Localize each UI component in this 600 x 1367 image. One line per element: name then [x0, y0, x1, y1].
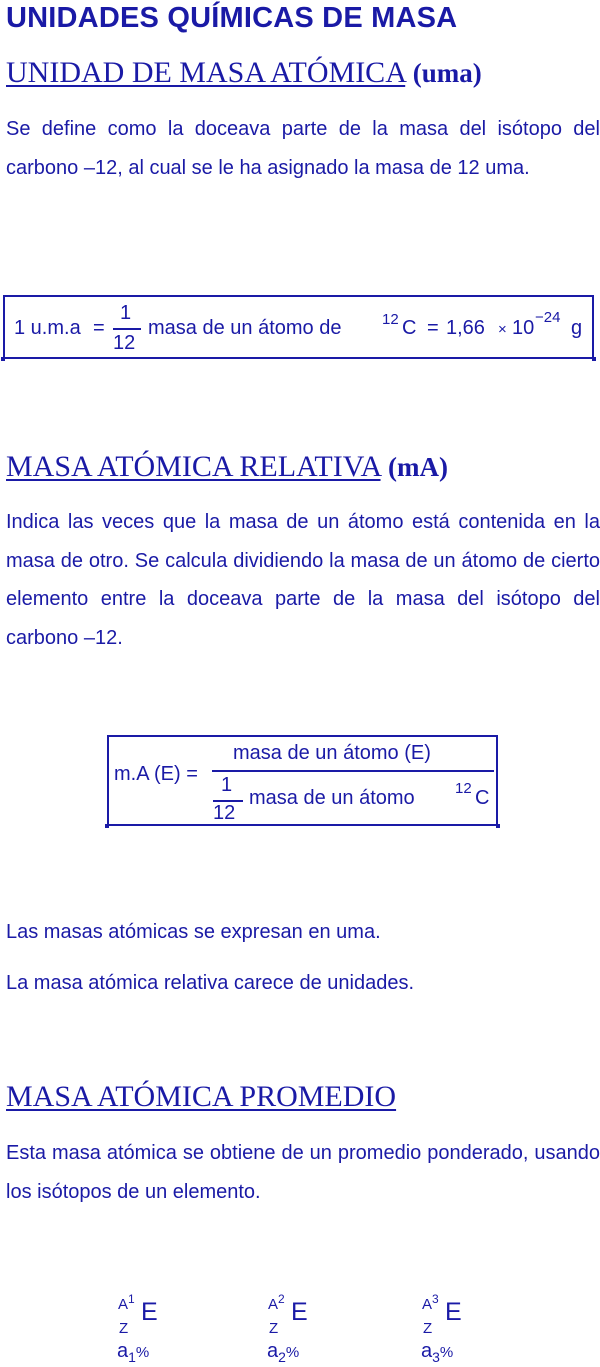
isotope-1	[116, 1290, 176, 1367]
uma-formula-base: 10	[512, 317, 535, 339]
isotope-1-mass: $A^1$	[118, 1292, 135, 1313]
section-title-uma	[6, 56, 482, 90]
section-title-ma-text: MASA ATÓMICA RELATIVA	[6, 450, 381, 483]
isotope-2-abundance: $a_2\%$	[267, 1340, 300, 1365]
uma-formula-iso-mass: 12	[382, 311, 399, 328]
ma-paragraph: Indica las veces que la masa de un átomo está contenida en la masa de otro. Se calcula dividiendo la masa de un átomo de cierto elemento entre la doceava parte de la masa del isótopo del carbono –12.	[6, 511, 600, 649]
uma-formula-unit: g	[571, 317, 583, 339]
ma-formula-den-text: masa de un átomo	[249, 787, 415, 809]
isotope-1-symbol: E	[141, 1298, 158, 1326]
isotope-3-symbol: E	[445, 1298, 462, 1326]
ma-formula-box	[107, 735, 498, 826]
uma-formula-frac-num: 1	[120, 302, 132, 324]
uma-formula-box	[3, 295, 594, 359]
section-title-promedio	[6, 1080, 396, 1114]
isotope-2-z: Z	[269, 1320, 279, 1337]
page-title: UNIDADES QUÍMICAS DE MASA	[6, 2, 458, 34]
section-title-ma-unit: (mA)	[388, 452, 449, 482]
isotope-3-abundance: $a_3\%$	[421, 1340, 454, 1365]
uma-formula-frac-den: 12	[113, 332, 136, 354]
isotope-2	[266, 1290, 326, 1367]
uma-formula-frac-bar	[113, 328, 141, 330]
ma-formula-main-bar	[212, 770, 494, 772]
isotope-2-symbol: E	[291, 1298, 308, 1326]
ma-formula-lhs: m.A (E) =	[114, 763, 198, 785]
uma-formula-text: masa de un átomo de	[148, 317, 342, 339]
ma-formula-element: C	[475, 787, 490, 809]
uma-formula-eq: =	[93, 317, 105, 339]
isotope-1-z: Z	[119, 1320, 129, 1337]
ma-formula-den-frac-num: 1	[221, 774, 233, 796]
ma-formula-den-frac-den: 12	[213, 802, 236, 824]
section-title-ma	[6, 450, 448, 484]
section-title-uma-unit: (uma)	[412, 58, 482, 88]
uma-formula-times: ×	[498, 321, 507, 338]
isotope-1-abundance: $a_1\%$	[117, 1340, 150, 1365]
uma-formula-lhs: 1 u.m.a	[14, 317, 81, 339]
ma-formula-numerator: masa de un átomo (E)	[233, 742, 431, 764]
uma-formula-value: 1,66	[446, 317, 485, 339]
ma-note-1: Las masas atómicas se expresan en uma.	[6, 921, 381, 943]
isotope-3-z: Z	[423, 1320, 433, 1337]
uma-paragraph: Se define como la doceava parte de la masa del isótopo del carbono –12, al cual se le ha asignado la masa de 12 uma.	[6, 118, 600, 179]
uma-formula-eq2: =	[427, 317, 439, 339]
isotope-2-mass: $A^2$	[268, 1292, 285, 1313]
promedio-paragraph: Esta masa atómica se obtiene de un promedio ponderado, usando los isótopos de un elemento.	[6, 1142, 600, 1203]
isotope-3	[420, 1290, 480, 1367]
uma-formula-element: C	[402, 317, 417, 339]
section-title-uma-text: UNIDAD DE MASA ATÓMICA	[6, 56, 406, 89]
uma-formula-exponent: −24	[535, 309, 561, 326]
ma-formula-iso-mass: 12	[455, 780, 472, 797]
ma-note-2: La masa atómica relativa carece de unidades.	[6, 972, 415, 994]
section-title-promedio-text: MASA ATÓMICA PROMEDIO	[6, 1080, 397, 1113]
isotope-3-mass: $A^3$	[422, 1292, 439, 1313]
